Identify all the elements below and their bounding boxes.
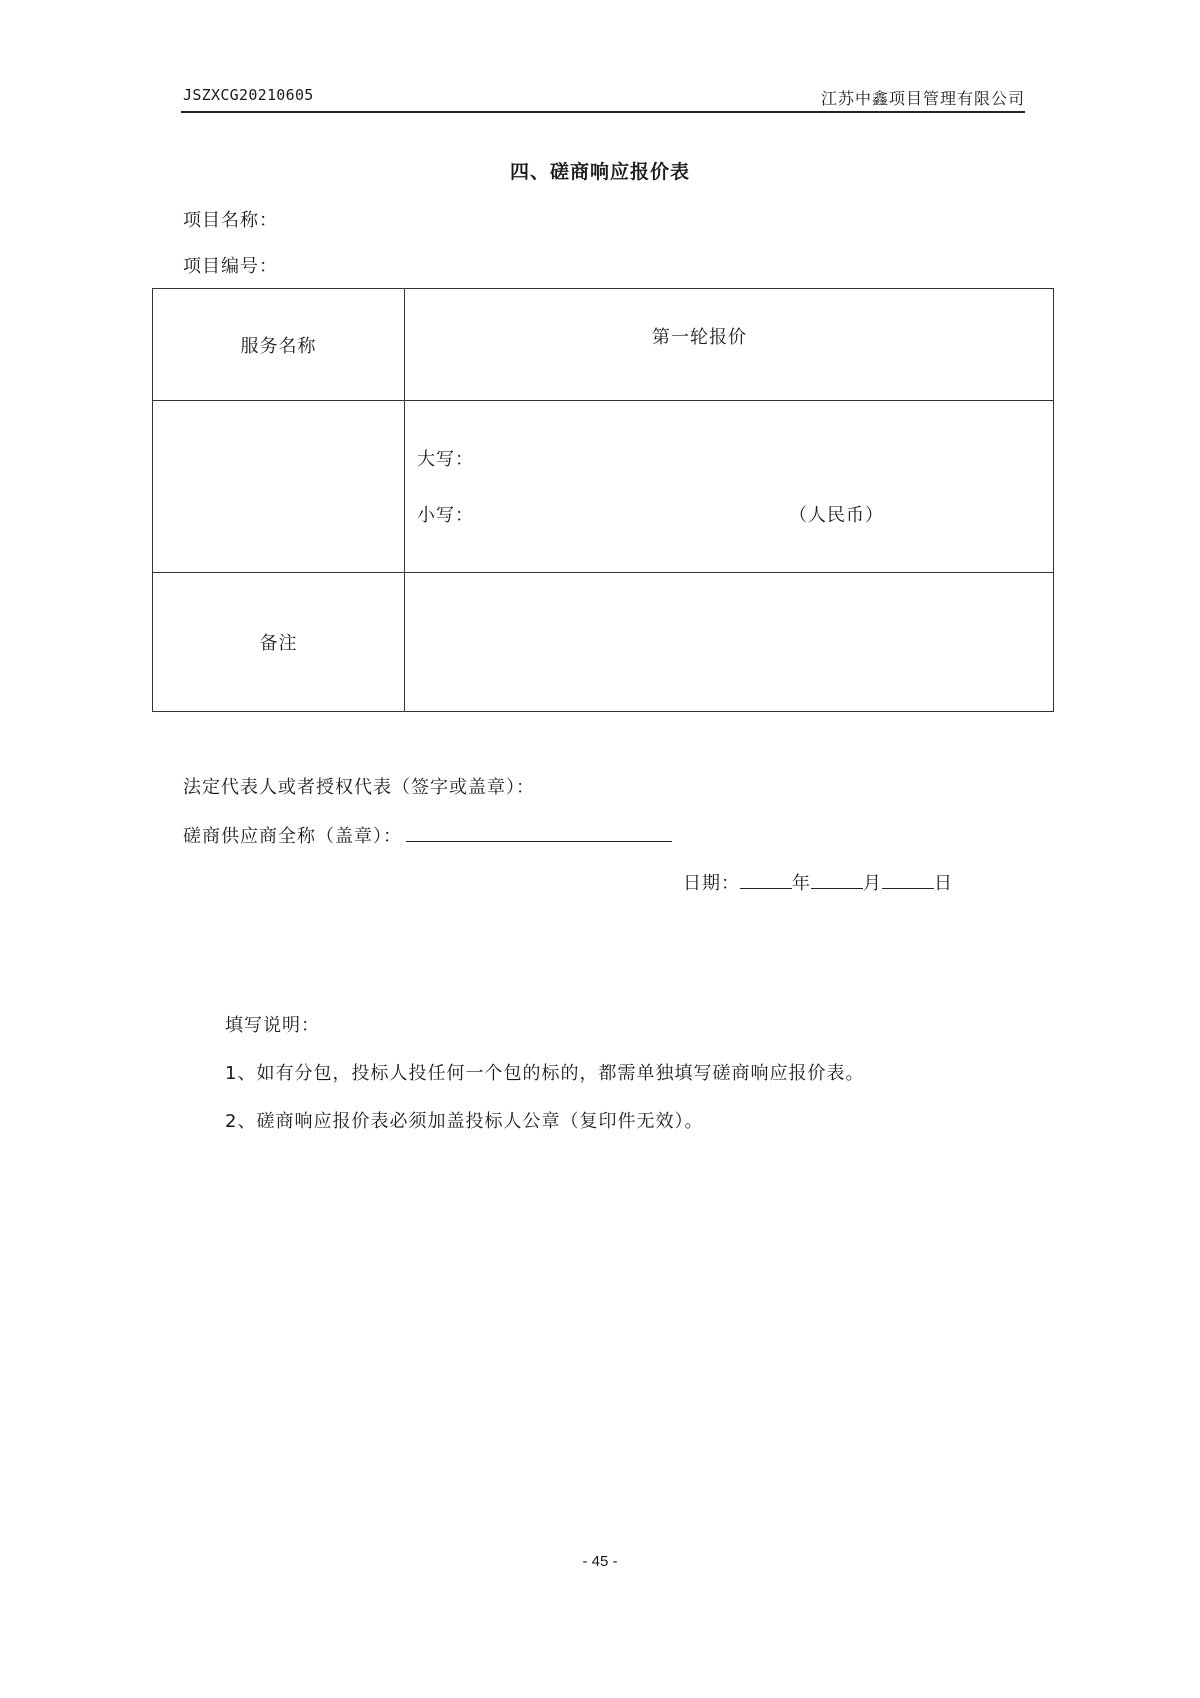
day-blank <box>882 870 934 889</box>
header-divider <box>181 111 1025 113</box>
date-row <box>683 869 953 895</box>
company-name: 江苏中鑫项目管理有限公司 <box>820 89 1025 108</box>
price-cell <box>405 401 1054 573</box>
supplier-name-row <box>183 822 672 848</box>
year-blank <box>740 870 792 889</box>
instructions-heading: 填写说明： <box>225 1015 320 1036</box>
table-remarks-row <box>153 573 1054 712</box>
project-name-label: 项目名称： <box>183 210 278 231</box>
instruction-item: 1、如有分包，投标人投任何一个包的标的，都需单独填写磋商响应报价表。 <box>225 1063 865 1084</box>
first-round-quote-header-text: 第一轮报价 <box>652 327 747 348</box>
service-name-cell <box>153 401 405 573</box>
lowercase-amount-label: 小写： <box>417 505 474 526</box>
date-label: 日期： <box>683 873 740 894</box>
supplier-name-blank <box>406 823 672 842</box>
legal-rep-label: 法定代表人或者授权代表（签字或盖章）： <box>183 777 535 798</box>
uppercase-amount-label: 大写： <box>417 449 474 470</box>
currency-note: （人民币） <box>789 505 884 526</box>
month-label: 月 <box>863 873 882 894</box>
document-code: JSZXCG20210605 <box>183 86 314 104</box>
instruction-item: 2、磋商响应报价表必须加盖投标人公章（复印件无效）。 <box>225 1111 704 1132</box>
first-round-quote-header <box>405 289 1054 401</box>
remarks-cell <box>405 573 1054 712</box>
service-name-header <box>153 289 405 401</box>
quote-table <box>152 288 1054 712</box>
remarks-label: 备注 <box>259 633 298 654</box>
service-name-header-text: 服务名称 <box>240 335 317 357</box>
day-label: 日 <box>934 873 953 894</box>
page-title: 四、磋商响应报价表 <box>509 161 690 183</box>
year-label: 年 <box>792 873 811 894</box>
remarks-label-cell <box>153 573 405 712</box>
month-blank <box>811 870 863 889</box>
supplier-full-name-label: 磋商供应商全称（盖章）： <box>183 826 402 847</box>
page-number: - 45 - <box>582 1553 618 1570</box>
table-price-row <box>153 401 1054 573</box>
table-header-row <box>153 289 1054 401</box>
project-number-label: 项目编号： <box>183 256 278 277</box>
